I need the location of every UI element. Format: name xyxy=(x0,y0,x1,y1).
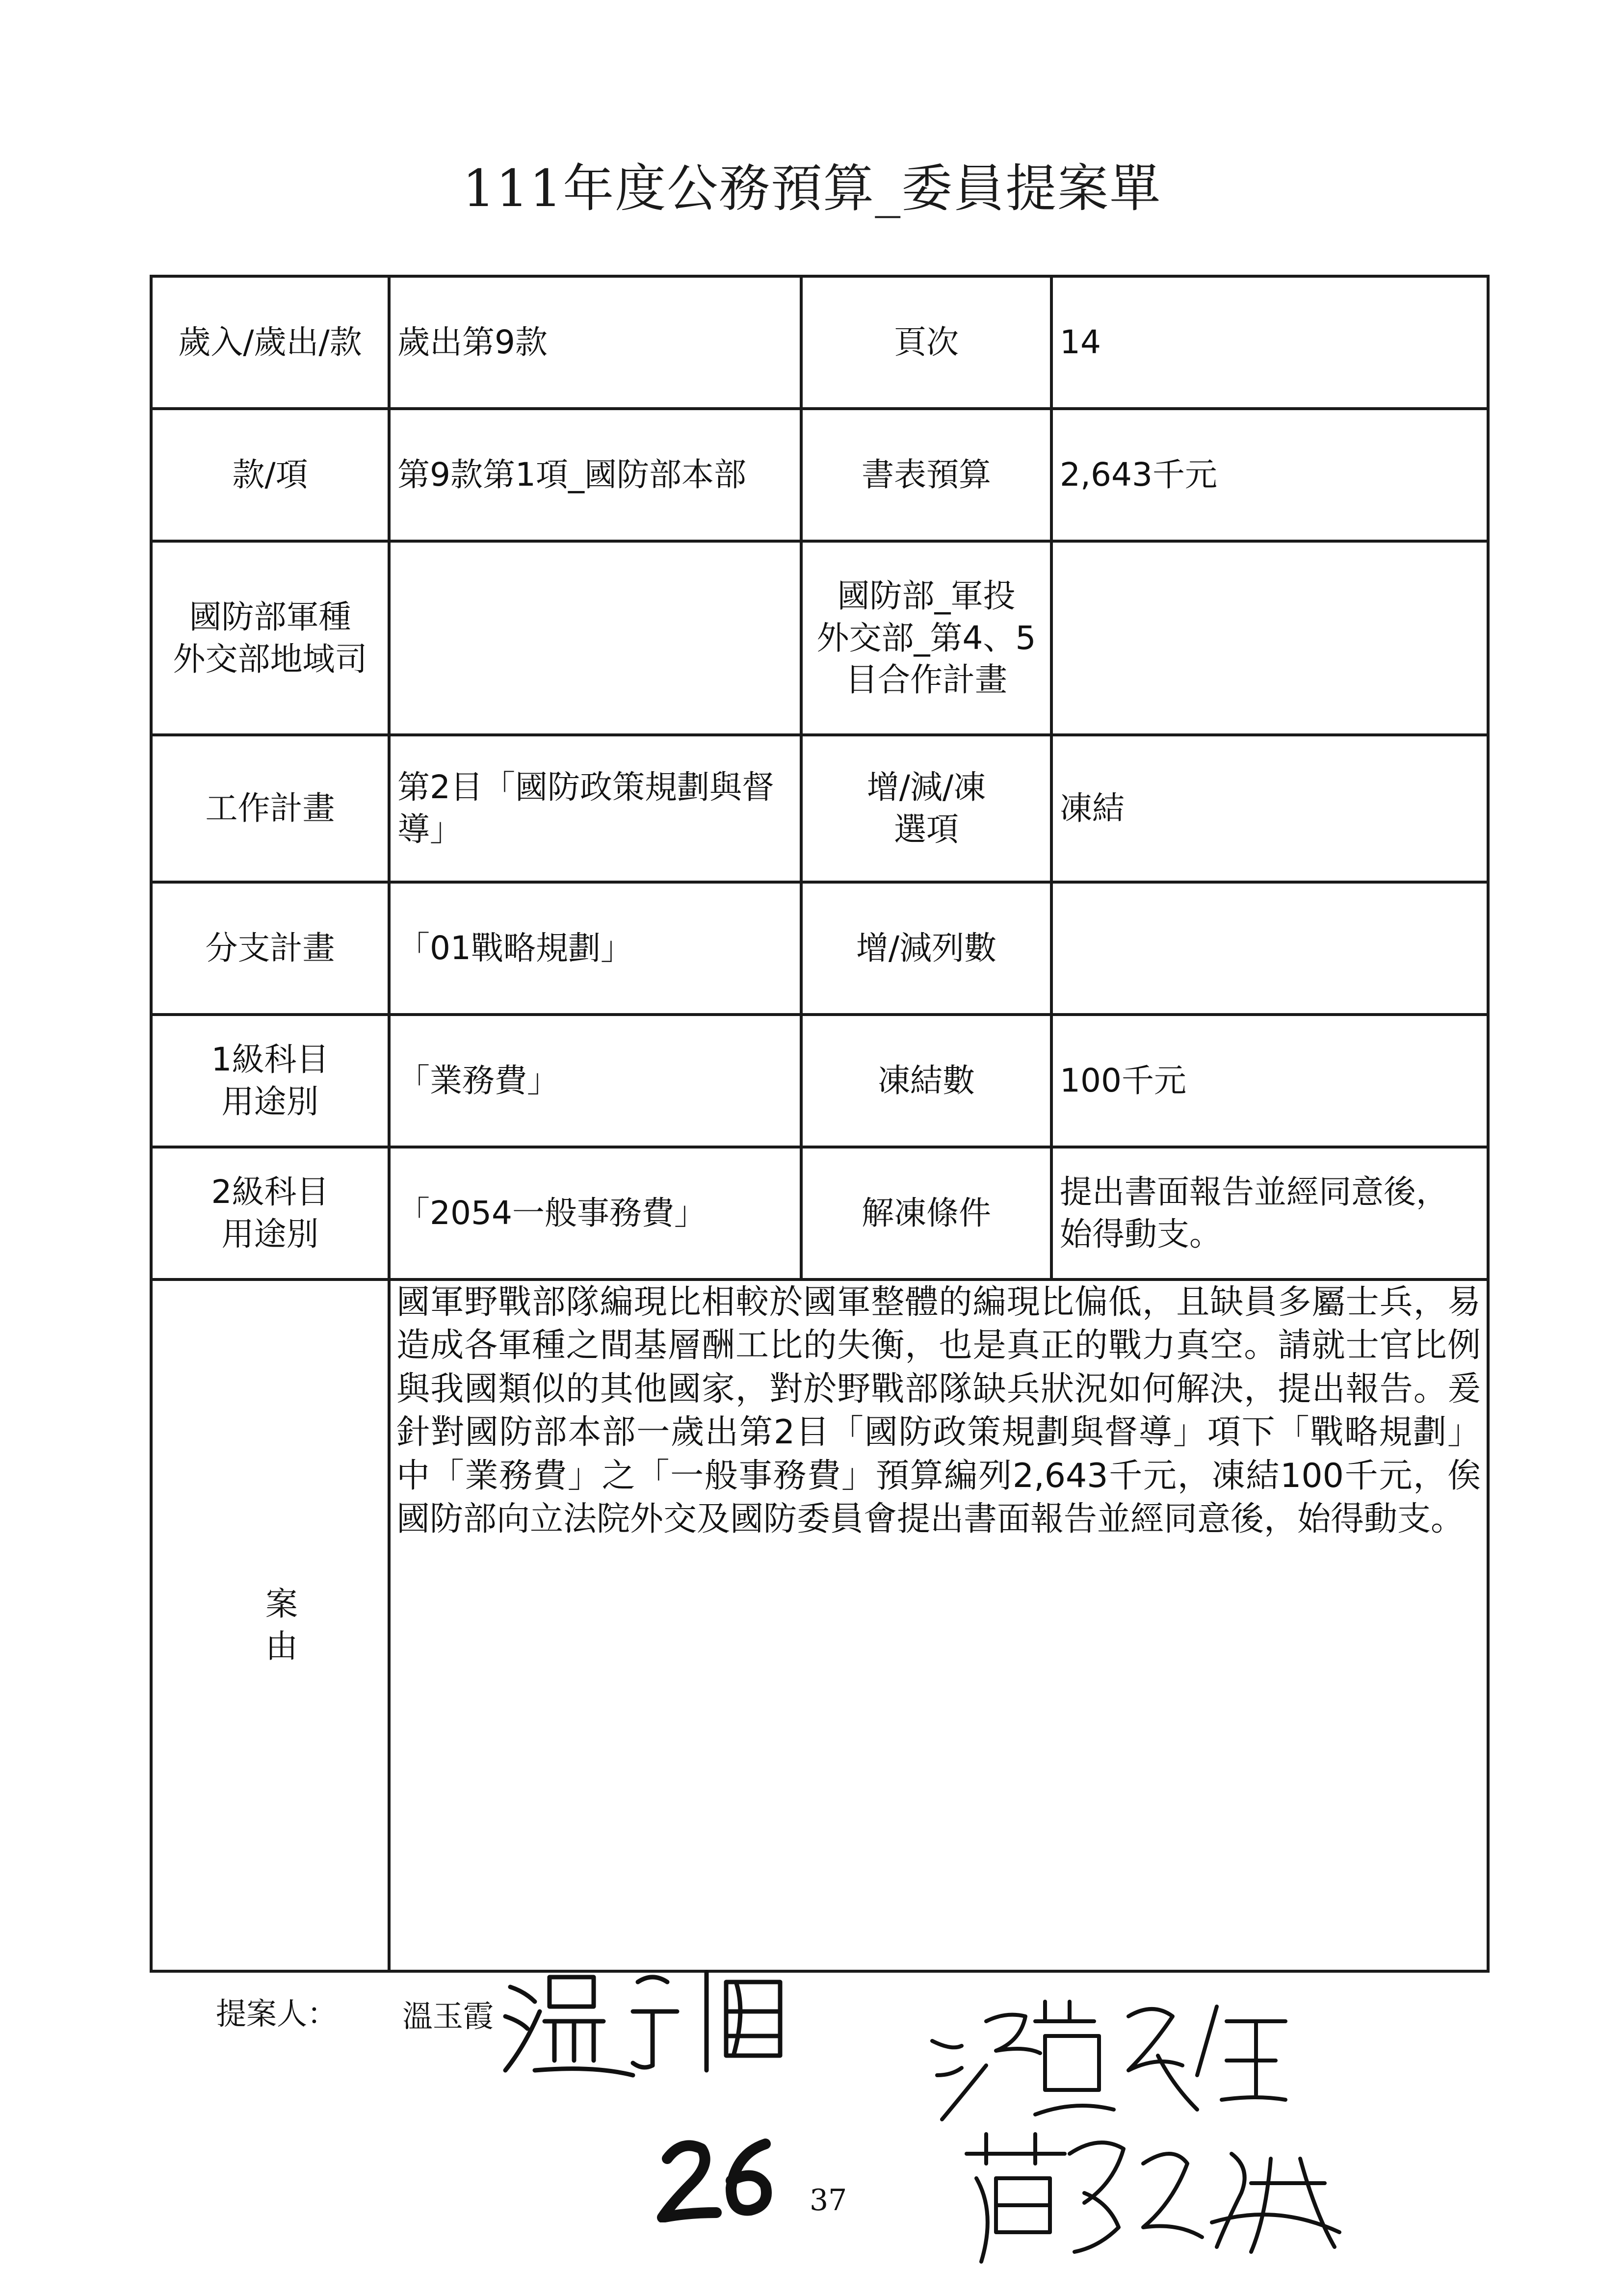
label-adjust-option-line2: 選項 xyxy=(894,810,959,848)
value-level1-subject: 「業務費」 xyxy=(389,1015,801,1147)
label-military-branch-line1: 國防部軍種 xyxy=(189,598,351,636)
row-section-item xyxy=(151,409,1488,541)
handwritten-number xyxy=(653,2124,790,2222)
label-freeze-amount: 凍結數 xyxy=(801,1015,1051,1147)
value-military-branch xyxy=(389,541,801,735)
signature-3 xyxy=(957,2124,1349,2271)
label-level2-subject-line1: 2級科目 xyxy=(211,1173,329,1211)
reason-text: 國軍野戰部隊編現比相較於國軍整體的編現比偏低，且缺員多屬士兵，易造成各軍種之間基層酬工比的失衡，也是真正的戰力真空。請就士官比例與我國類似的其他國家，對於野戰部隊缺兵狀況如何解決，提出報告。爰針對國防部本部一歲出第2目「國防政策規劃與督導」項下「戰略規劃」中「業務費」之「一般事務費」預算編列2,643千元，凍結100千元，俟國防部向立法院外交及國防委員會提出書面報告並經同意後，始得動支。 xyxy=(389,1279,1488,1971)
label-level1-subject xyxy=(151,1015,389,1147)
value-page: 14 xyxy=(1051,276,1488,409)
value-work-plan: 第2目「國防政策規劃與督導」 xyxy=(389,735,801,882)
label-cooperation-plan-line1: 國防部_軍投 xyxy=(837,576,1016,615)
label-military-branch xyxy=(151,541,389,735)
proposer-name: 溫玉霞 xyxy=(402,1998,494,2034)
value-revenue-expense: 歲出第9款 xyxy=(389,276,801,409)
value-cooperation-plan xyxy=(1051,541,1488,735)
label-cooperation-plan-line2: 外交部_第4、5 xyxy=(816,619,1036,657)
value-level2-subject: 「2054一般事務費」 xyxy=(389,1147,801,1279)
label-level2-subject-line2: 用途別 xyxy=(221,1215,319,1253)
value-freeze-amount: 100千元 xyxy=(1051,1015,1488,1147)
label-adjust-option xyxy=(801,735,1051,882)
page-number: 37 xyxy=(810,2183,847,2218)
label-adjust-amount: 增/減列數 xyxy=(801,882,1051,1015)
row-level2-subject xyxy=(151,1147,1488,1279)
value-adjust-amount xyxy=(1051,882,1488,1015)
proposal-form-table xyxy=(150,275,1490,1973)
proposer-label: 提案人： xyxy=(216,1996,338,2032)
row-reason xyxy=(151,1279,1488,1971)
label-work-plan: 工作計畫 xyxy=(151,735,389,882)
label-level1-subject-line1: 1級科目 xyxy=(211,1041,329,1079)
form-title: 111年度公務預算_委員提案單 xyxy=(462,158,1162,218)
value-adjust-option: 凍結 xyxy=(1051,735,1488,882)
row-level1-subject xyxy=(151,1015,1488,1147)
row-branch-plan xyxy=(151,882,1488,1015)
row-budget-category xyxy=(151,276,1488,409)
value-branch-plan: 「01戰略規劃」 xyxy=(389,882,801,1015)
signature-2 xyxy=(922,1987,1305,2134)
label-page: 頁次 xyxy=(801,276,1051,409)
label-branch-plan: 分支計畫 xyxy=(151,882,389,1015)
label-unfreeze-condition: 解凍條件 xyxy=(801,1147,1051,1279)
label-section-item: 款/項 xyxy=(151,409,389,541)
label-cooperation-plan-line3: 目合作計畫 xyxy=(845,661,1007,699)
label-budget-amount: 書表預算 xyxy=(801,409,1051,541)
label-military-branch-line2: 外交部地域司 xyxy=(173,640,367,678)
label-reason: 案由 xyxy=(151,1279,389,1971)
row-work-plan xyxy=(151,735,1488,882)
label-level1-subject-line2: 用途別 xyxy=(221,1083,319,1121)
label-cooperation-plan xyxy=(801,541,1051,735)
signature-1 xyxy=(491,1957,814,2085)
value-budget-amount: 2,643千元 xyxy=(1051,409,1488,541)
label-level2-subject xyxy=(151,1147,389,1279)
row-military-branch xyxy=(151,541,1488,735)
label-adjust-option-line1: 增/減/凍 xyxy=(866,768,986,807)
label-revenue-expense: 歲入/歲出/款 xyxy=(151,276,389,409)
value-section-item: 第9款第1項_國防部本部 xyxy=(389,409,801,541)
value-unfreeze-condition: 提出書面報告並經同意後，始得動支。 xyxy=(1051,1147,1488,1279)
